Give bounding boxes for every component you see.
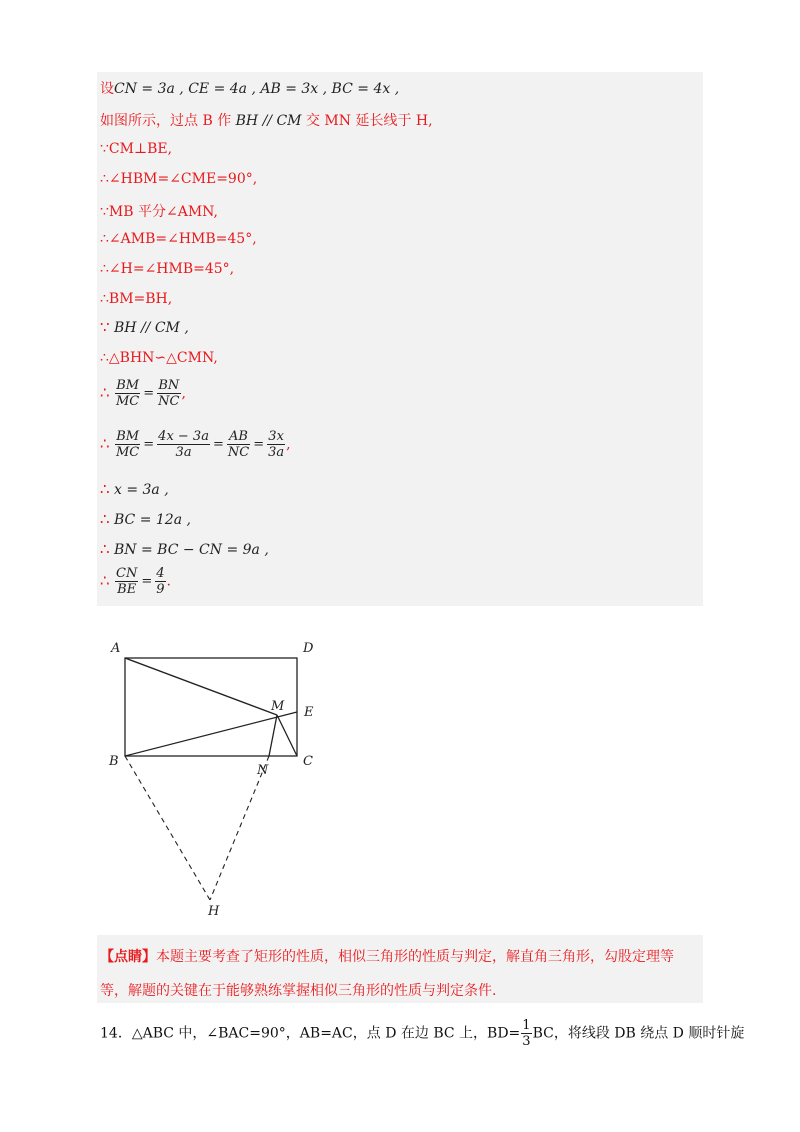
- fraction: $\frac{1}{3}$: [522, 1018, 531, 1049]
- solution-line-9: ∵ BH // CM ,: [100, 318, 189, 336]
- question-text-1: △ABC 中，∠BAC=90°，AB=AC，点 D 在边 BC 上，BD=: [131, 1025, 521, 1042]
- solution-line-16: ∴ $\frac{CN}{BE}$ = $\frac{4}{9}$ .: [100, 566, 171, 597]
- fraction: $\frac{BM}{MC}$: [116, 378, 140, 409]
- label-h: H: [208, 904, 220, 919]
- solution-line-10: ∴△BHN∽△CMN,: [100, 350, 218, 366]
- solution-line-7: ∴∠H=∠HMB=45°,: [100, 261, 235, 277]
- solution-line-8: ∴BM=BH,: [100, 291, 173, 307]
- fraction: $\frac{3x}{3a}$: [268, 429, 285, 460]
- solution-line-12: ∴ $\frac{BM}{MC}$ = $\frac{4x - 3a}{3a}$ = $\frac{AB}{NC}$ = $\frac{3x}{3a}$ ,: [100, 429, 291, 460]
- solution-line-13: ∴ x = 3a ,: [100, 480, 169, 498]
- label-d: D: [303, 641, 314, 656]
- solution-line-5: ∵MB 平分∠AMN,: [100, 204, 218, 220]
- solution-line-11: ∴ $\frac{BM}{MC}$ = $\frac{BN}{NC}$ ,: [100, 378, 186, 409]
- label-a: A: [111, 641, 121, 656]
- geometry-diagram: [97, 628, 329, 928]
- segment-am: [125, 658, 277, 715]
- question-number: 14．: [100, 1025, 132, 1042]
- fraction: $\frac{BM}{MC}$: [116, 429, 140, 460]
- segment-mc: [277, 715, 297, 756]
- comment-text: 本题主要考查了矩形的性质，相似三角形的性质与判定，解直角三角形，勾股定理等等，解题的关键在于能够熟练掌握相似三角形的性质与判定条件.: [100, 949, 674, 999]
- segment-bh: [125, 756, 210, 900]
- label-b: B: [109, 754, 119, 769]
- solution-line-14: ∴ BC = 12a ,: [100, 510, 191, 528]
- label-n: N: [257, 763, 269, 778]
- label-e: E: [304, 705, 314, 720]
- comment-block: [100, 940, 700, 1008]
- fraction: $\frac{CN}{BE}$: [116, 566, 138, 597]
- fraction: $\frac{4x - 3a}{3a}$: [158, 429, 209, 460]
- label-m: M: [271, 699, 285, 714]
- segment-mn: [269, 715, 277, 756]
- comment-tag: 【点睛】: [100, 949, 156, 965]
- segment-be: [125, 712, 297, 756]
- solution-line-3: ∵CM⊥BE,: [100, 141, 173, 157]
- question-14: [100, 1018, 744, 1049]
- solution-line-15: ∴ BN = BC − CN = 9a ,: [100, 540, 269, 558]
- solution-line-4: ∴∠HBM=∠CME=90°,: [100, 171, 258, 187]
- solution-line-2: 如图所示，过点 B 作 BH // CM 交 MN 延长线于 H,: [100, 113, 433, 129]
- geometry-figure: [97, 628, 329, 928]
- label-c: C: [303, 754, 313, 769]
- solution-line-6: ∴∠AMB=∠HMB=45°,: [100, 231, 257, 247]
- solution-line-1: 设CN = 3a , CE = 4a , AB = 3x , BC = 4x ,: [100, 81, 400, 97]
- fraction: $\frac{BN}{NC}$: [158, 378, 180, 409]
- fraction: $\frac{AB}{NC}$: [227, 429, 250, 460]
- fraction: $\frac{4}{9}$: [156, 566, 165, 597]
- question-text-2: BC，将线段 DB 绕点 D 顺时针旋: [532, 1025, 745, 1042]
